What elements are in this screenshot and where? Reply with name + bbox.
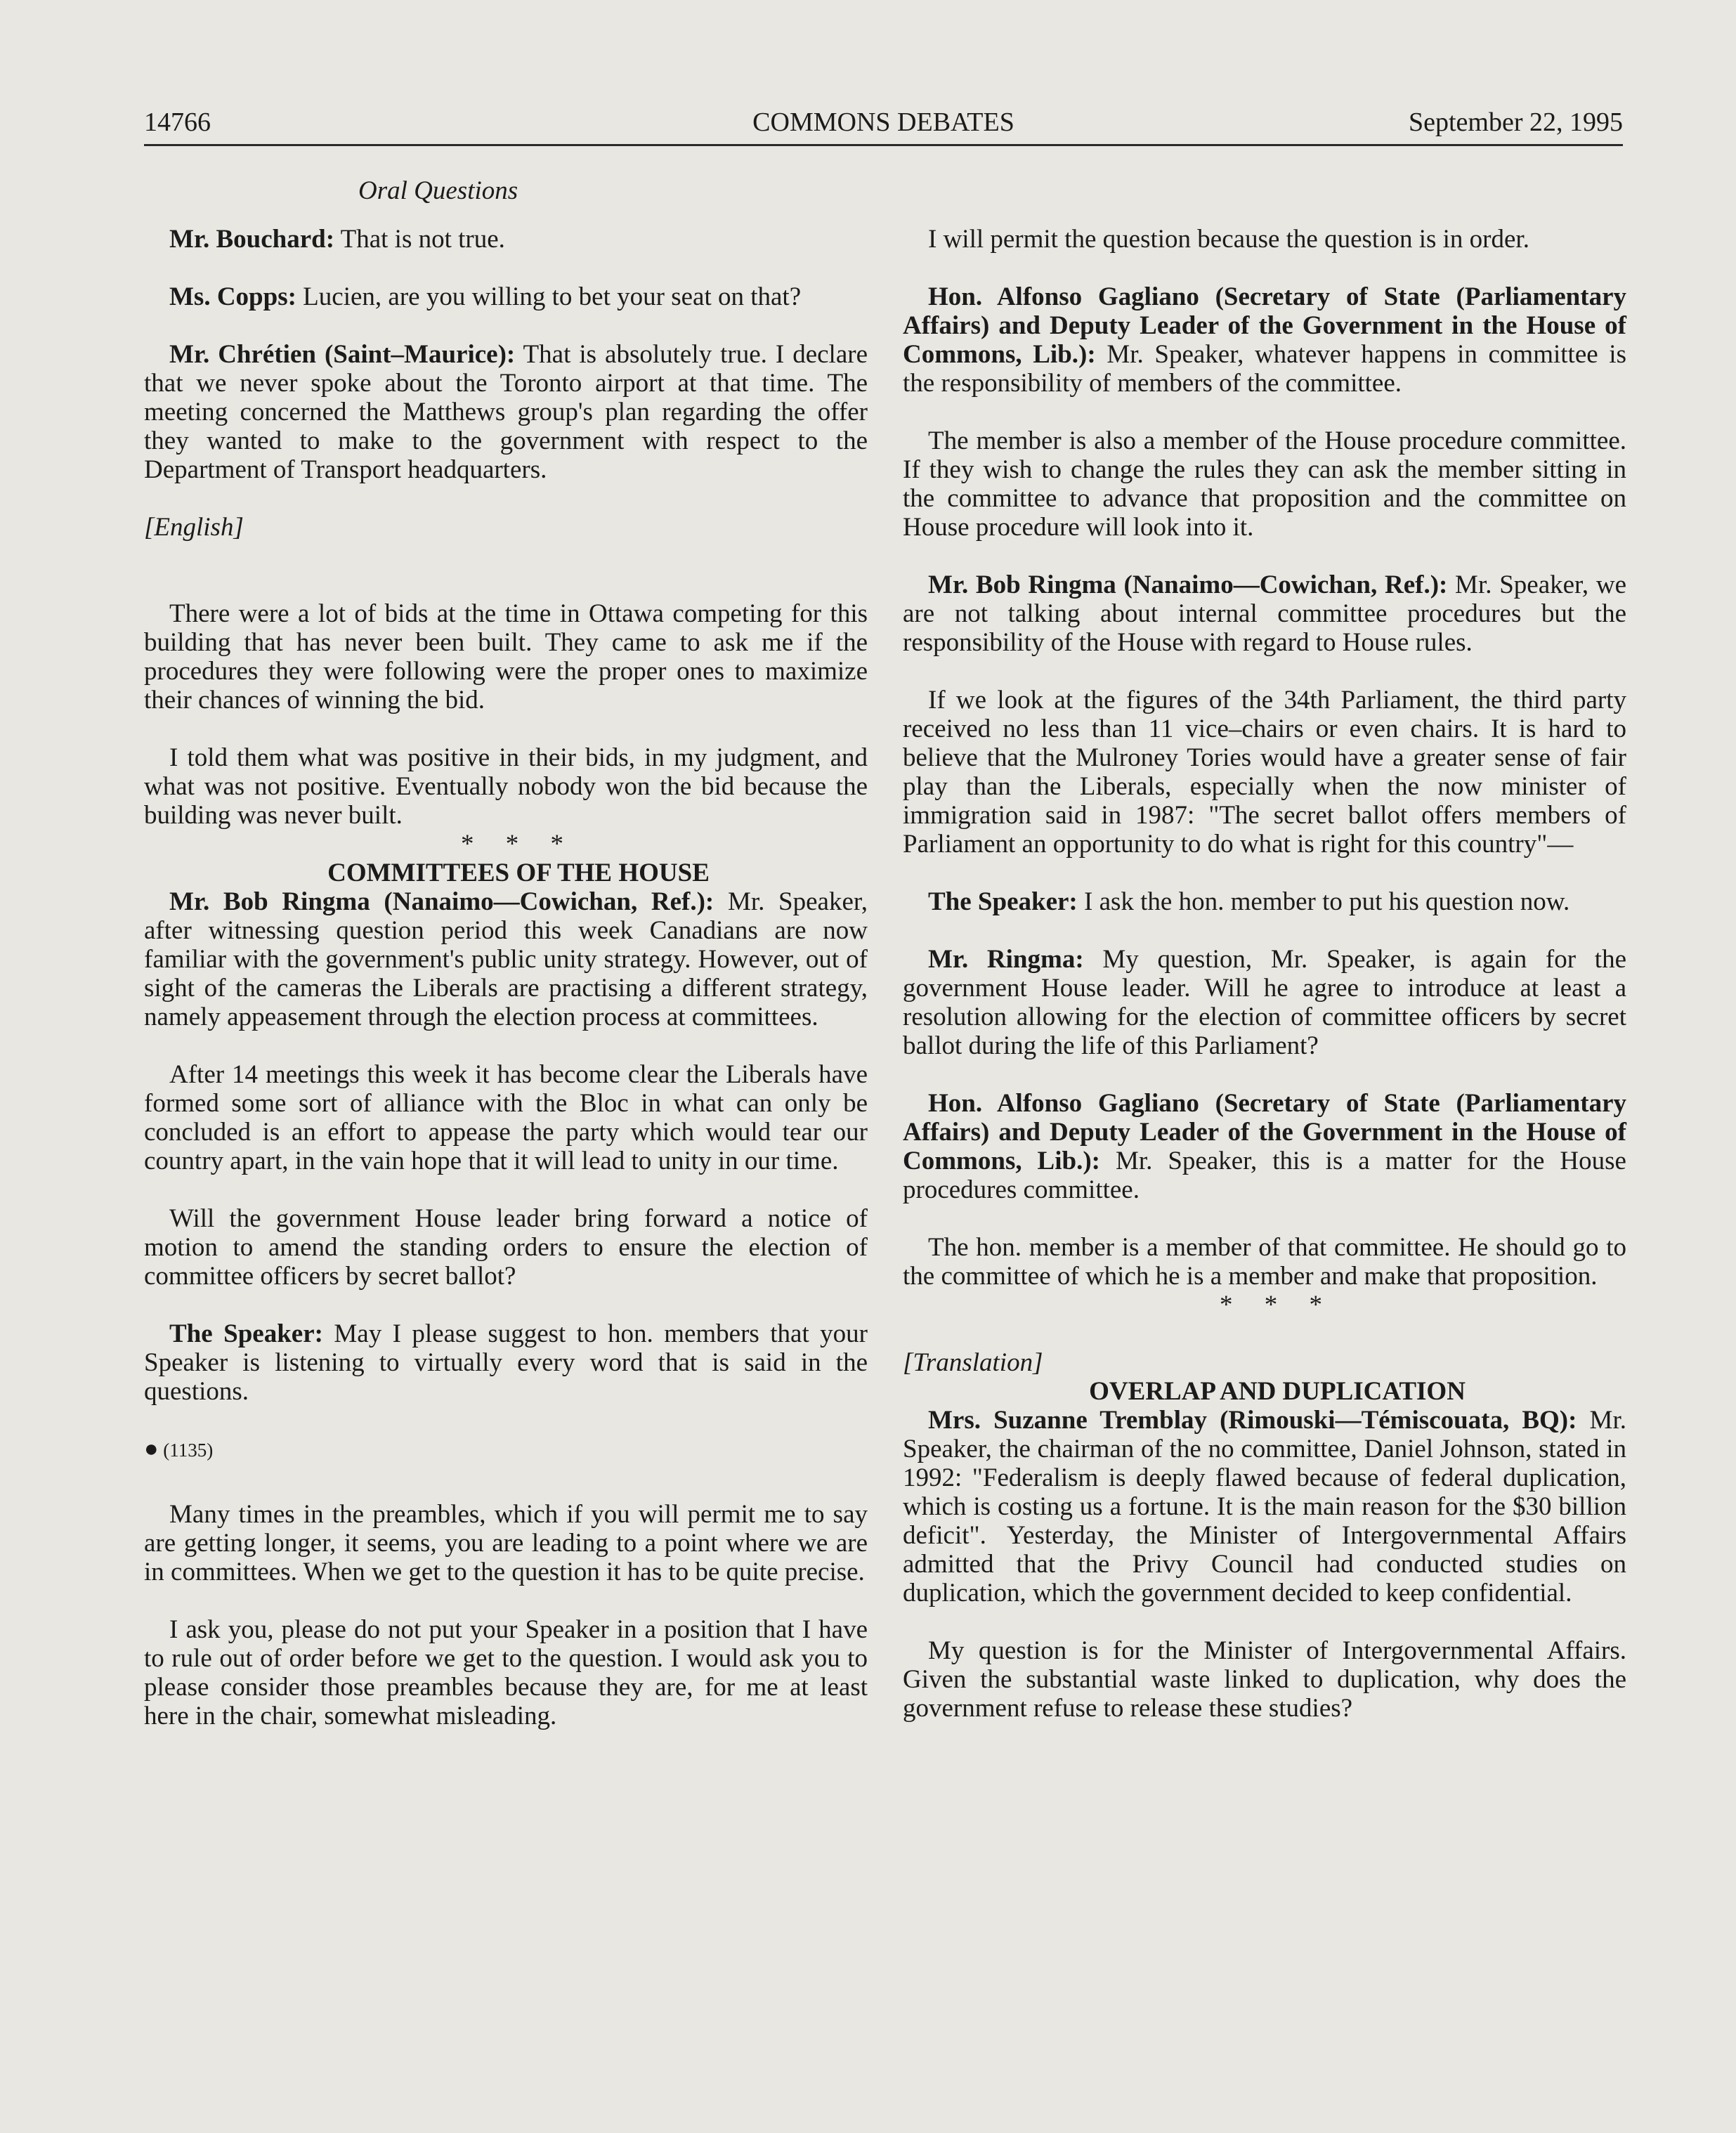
timestamp-text: (1135): [163, 1440, 214, 1461]
publication-title: COMMONS DEBATES: [752, 107, 1014, 137]
section-heading: COMMITTEES OF THE HOUSE: [327, 859, 710, 887]
language-marker: [English]: [144, 513, 244, 542]
language-marker: [Translation]: [903, 1348, 1043, 1377]
paragraph: [144, 340, 868, 484]
paragraph-text: Lucien, are you willing to bet your seat on that?: [296, 282, 802, 311]
paragraph-text: Mr. Speaker, the chairman of the no committee, Daniel Johnson, stated in 1992: "Federalism is deeply flawed because of federal duplication, which is costing us a fortune. It is the main reason for the $30 billion deficit". Yesterday, the Minister of Intergovernmental Affairs admitted that the Privy Council had conducted studies on duplication, which the government decided to keep confidential.: [903, 1406, 1626, 1607]
page-number: 14766: [144, 107, 211, 137]
speaker-name: Hon. Alfonso Gagliano (Secretary of State (Parliamentary Affairs) and Deputy Leader of the Government in the House of Commons, Lib.):: [903, 282, 1626, 369]
paragraph-text: My question, Mr. Speaker, is again for the government House leader. Will he agree to introduce at least a resolution allowing for the election of committee officers by secret ballot during the life of this Parliament?: [903, 945, 1627, 1060]
paragraph: [903, 887, 1626, 916]
paragraph-text: I ask the hon. member to put his question now.: [1077, 887, 1570, 916]
header-rule: [144, 144, 1623, 146]
right-column: [903, 225, 1626, 1723]
speaker-name: The Speaker:: [928, 887, 1078, 916]
section-label: Oral Questions: [358, 176, 518, 205]
bullet-icon: ●: [144, 1436, 159, 1462]
paragraph: I ask you, please do not put your Speaker in a position that I have to rule out of order before we get to the question. I would ask you to please consider those preambles because they are, for me at least here in the chair, somewhat misleading.: [144, 1615, 868, 1730]
speaker-name: Mr. Ringma:: [928, 945, 1084, 974]
paragraph: [903, 1406, 1626, 1607]
paragraph: [144, 887, 868, 1031]
paragraph: Many times in the preambles, which if you will permit me to say are getting longer, it seems, you are leading to a point where we are in committees. When we get to the question it has to be quite precise.: [144, 1500, 868, 1586]
paragraph: [903, 945, 1626, 1060]
paragraph: I told them what was positive in their bids, in my judgment, and what was not positive. Eventually nobody won the bid because the building was never built.: [144, 743, 868, 830]
speaker-name: Hon. Alfonso Gagliano (Secretary of State (Parliamentary Affairs) and Deputy Leader of the Government in the House of Commons, Lib.):: [903, 1089, 1626, 1175]
paragraph: [144, 282, 868, 311]
speaker-name: Mrs. Suzanne Tremblay (Rimouski—Témiscouata, BQ):: [928, 1406, 1577, 1435]
paragraph-text: That is absolutely true. I declare that we never spoke about the Toronto airport at that time. The meeting concerned the Matthews group's plan regarding the offer they wanted to make to the government with respect to the Department of Transport headquarters.: [144, 340, 868, 484]
paragraph-text: May I please suggest to hon. members that your Speaker is listening to virtually every word that is said in the questions.: [144, 1319, 868, 1406]
section-heading: OVERLAP AND DUPLICATION: [1089, 1377, 1466, 1406]
speaker-name: Mr. Bob Ringma (Nanaimo—Cowichan, Ref.):: [928, 570, 1448, 599]
speaker-name: Mr. Bob Ringma (Nanaimo—Cowichan, Ref.):: [169, 887, 714, 916]
paragraph: After 14 meetings this week it has become clear the Liberals have formed some sort of alliance with the Bloc in what can only be concluded is an effort to appease the party which would tear our country apart, in the vain hope that it will lead to unity in our time.: [144, 1060, 868, 1175]
page-header: [144, 105, 1623, 148]
speaker-name: Ms. Copps:: [169, 282, 296, 311]
paragraph-text: That is not true.: [334, 225, 505, 254]
section-separator: * * *: [1220, 1291, 1335, 1319]
paragraph: [903, 282, 1626, 398]
paragraph: There were a lot of bids at the time in Ottawa competing for this building that has never been built. They came to ask me if the procedures they were following were the proper ones to maximize their chances of winning the bid.: [144, 599, 868, 715]
timestamp: [144, 1435, 868, 1465]
paragraph-text: Mr. Speaker, after witnessing question period this week Canadians are now familiar with the government's public unity strategy. However, out of sight of the cameras the Liberals are practising a different strategy, namely appeasement through the election process at committees.: [144, 887, 868, 1031]
speaker-name: Mr. Bouchard:: [169, 225, 335, 254]
paragraph: [903, 570, 1626, 657]
paragraph: [144, 225, 868, 254]
paragraph: If we look at the figures of the 34th Parliament, the third party received no less than 11 vice–chairs or even chairs. It is hard to believe that the Mulroney Tories would have a greater sense of fair play than the Liberals, especially when the now minister of immigration said in 1987: "The secret ballot offers members of Parliament an opportunity to do what is right for this country"—: [903, 686, 1626, 859]
publication-date: September 22, 1995: [1408, 107, 1623, 137]
speaker-name: Mr. Chrétien (Saint–Maurice):: [169, 340, 516, 369]
paragraph: [903, 1089, 1626, 1204]
paragraph-text: Mr. Speaker, this is a matter for the House procedures committee.: [903, 1147, 1626, 1204]
paragraph: I will permit the question because the question is in order.: [928, 225, 1529, 254]
paragraph-text: Mr. Speaker, we are not talking about internal committee procedures but the responsibility of the House with regard to House rules.: [903, 570, 1626, 657]
section-separator: * * *: [461, 830, 576, 859]
speaker-name: The Speaker:: [169, 1319, 323, 1348]
paragraph: [144, 1319, 868, 1406]
paragraph-text: Mr. Speaker, whatever happens in committee is the responsibility of members of the committee.: [903, 340, 1626, 398]
paragraph: Will the government House leader bring forward a notice of motion to amend the standing orders to ensure the election of committee officers by secret ballot?: [144, 1204, 868, 1291]
paragraph: My question is for the Minister of Intergovernmental Affairs. Given the substantial waste linked to duplication, why does the government refuse to release these studies?: [903, 1636, 1626, 1723]
paragraph: The hon. member is a member of that committee. He should go to the committee of which he is a member and make that proposition.: [903, 1233, 1626, 1291]
left-column: [144, 225, 868, 1730]
paragraph: The member is also a member of the House procedure committee. If they wish to change the rules they can ask the member sitting in the committee to advance that proposition and the committee on House procedure will look into it.: [903, 426, 1626, 542]
